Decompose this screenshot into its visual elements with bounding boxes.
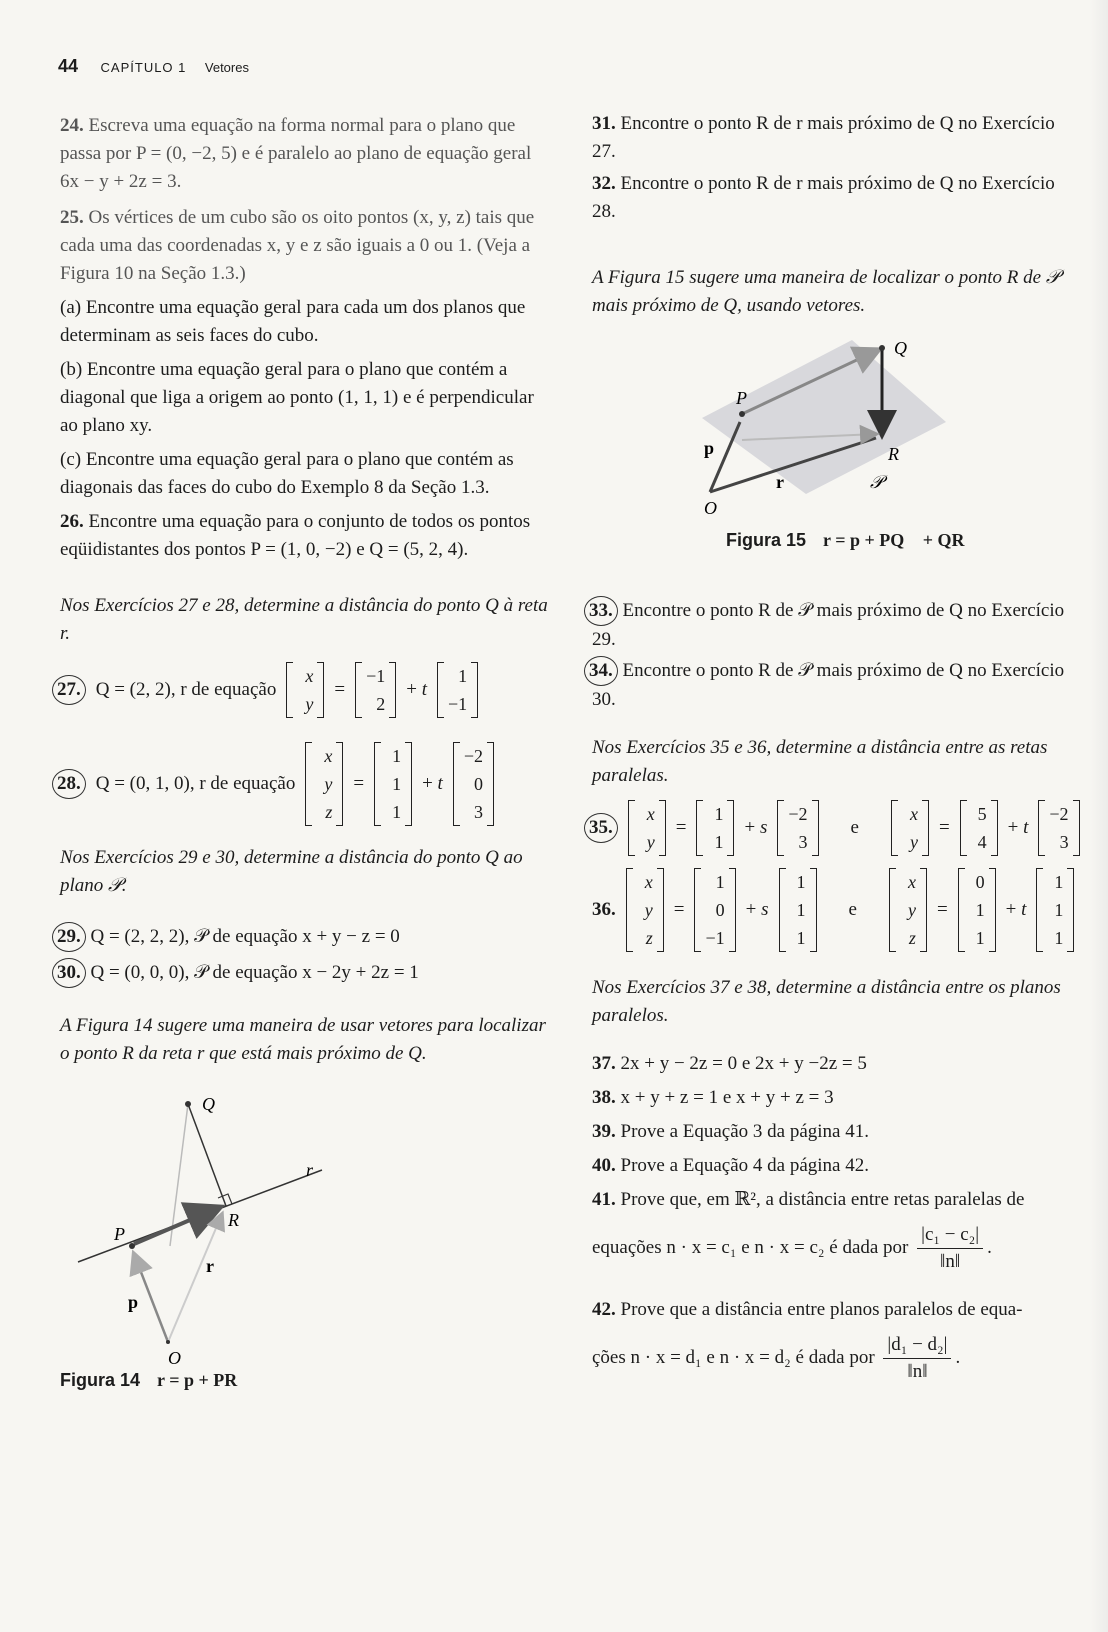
exercise-text: Encontre o ponto R de r mais próximo de Q no Exercício 28. <box>592 173 1055 222</box>
exercise-36: 36. x y z = 1 0 −1 + s 1 1 1 e x y z = 0 1 1 + t 1 1 1 <box>592 868 1074 952</box>
exercise-text: Prove a Equação 3 da página 41. <box>620 1121 869 1142</box>
exercise-41: 41. Prove que, em ℝ², a distância entre retas paralelas de equações n · x = c₁ e n · x = c₂ é dada por $\frac{\text{|c₁ − c₂|}}{‖n‖}$ . <box>592 1186 1088 1275</box>
exercise-26 <box>60 508 538 564</box>
label-P: P <box>736 388 747 408</box>
figure-15-caption <box>726 530 979 551</box>
exercise-30 <box>57 958 419 988</box>
exercise-text: Prove que, em ℝ², a distância entre retas paralelas de <box>620 1189 1025 1210</box>
label-plane: 𝒫 <box>870 472 883 492</box>
exercise-text-line2: ções n · x = d₁ e n · x = d₂ é dada por <box>592 1346 875 1368</box>
vector-xy: x y <box>286 662 324 718</box>
section-label: Vetores <box>204 60 249 75</box>
exercise-number: 36. <box>592 899 616 920</box>
exercise-text: Q = (0, 1, 0), r de equação <box>95 773 296 794</box>
exercise-text: Q = (2, 2), r de equação <box>95 679 277 700</box>
running-header <box>58 56 249 77</box>
vector-PR <box>134 1208 218 1244</box>
intro-exercises-27-28: Nos Exercícios 27 e 28, determine a distância do ponto Q à reta r. <box>60 595 548 644</box>
vector-point: 1 1 1 <box>374 742 412 826</box>
exercise-text: Encontre o ponto R de 𝒫 mais próximo de Q no Exercício 29. <box>592 600 1065 650</box>
exercise-number: 39. <box>592 1121 616 1142</box>
exercise-number: 42. <box>592 1299 616 1320</box>
caption-label: Figura 14 <box>60 1370 141 1390</box>
figure-15-diagram <box>702 330 992 520</box>
segment-QR <box>188 1104 226 1206</box>
exercise-number: 37. <box>592 1053 616 1074</box>
exercise-text: Encontre uma equação para o conjunto de todos os pontos eqüidistantes dos pontos P = (1, 0, −2) e Q = (5, 2, 4). <box>60 511 531 560</box>
exercise-32 <box>592 170 1082 226</box>
exercise-34 <box>589 656 1084 714</box>
exercise-text: Escreva uma equação na forma normal para o plano que passa por P = (0, −2, 5) e é paralelo ao plano de equação geral 6x − y + 2z = 3. <box>60 115 532 192</box>
exercise-27: 27. Q = (2, 2), r de equação x y = −1 2 + t 1 −1 <box>60 662 478 718</box>
exercise-number: 30. <box>52 958 86 988</box>
fraction: $\frac{\text{|d₁ − d₂|}}{‖n‖}$ <box>883 1332 951 1385</box>
intro-figure-14: A Figura 14 sugere uma maneira de usar vetores para localizar o ponto R da reta r que está mais próximo de Q. <box>60 1015 546 1064</box>
caption-equation: r = p + PQ⃗ + QR⃗ <box>823 530 979 550</box>
exercise-35: 35. x y = 1 1 + s −2 3 e x y = 5 4 + t −2 3 <box>592 800 1080 856</box>
point-Q <box>185 1101 191 1107</box>
exercise-number: 25. <box>60 207 84 228</box>
exercise-number: 33. <box>584 596 618 626</box>
exercise-text: Q = (0, 0, 0), 𝒫 de equação x − 2y + 2z = 1 <box>90 962 419 983</box>
figure-14-diagram <box>60 1086 400 1396</box>
exercise-text-line2: equações n · x = c₁ e n · x = c₂ é dada por <box>592 1236 909 1258</box>
vector-r <box>168 1214 222 1342</box>
exercise-number: 34. <box>584 656 618 686</box>
exercise-42: 42. Prove que a distância entre planos paralelos de equa- ções n · x = d₁ e n · x = d₂ é dada por $\frac{\text{|d₁ − d₂|}}{‖n‖}$ . <box>592 1296 1088 1385</box>
exercise-number: 24. <box>60 115 84 136</box>
page-edge <box>1090 0 1108 1632</box>
vector-xyz: x y z <box>305 742 343 826</box>
exercise-29 <box>57 922 400 952</box>
label-R: R <box>228 1210 239 1230</box>
label-Q: Q <box>202 1094 215 1114</box>
exercise-25b: (b) Encontre uma equação geral para o plano que contém a diagonal que liga a origem ao ponto (1, 1, 1) e é perpendicular ao plano xy. <box>60 359 534 436</box>
label-vector-p: p <box>704 438 715 458</box>
label-vector-p: p <box>128 1292 139 1312</box>
exercise-number: 31. <box>592 113 616 134</box>
exercise-25c: (c) Encontre uma equação geral para o plano que contém as diagonais das faces do cubo do Exemplo 8 da Seção 1.3. <box>60 449 514 498</box>
exercise-33 <box>589 596 1084 654</box>
exercise-25a: (a) Encontre uma equação geral para cada um dos planos que determinam as seis faces do cubo. <box>60 297 526 346</box>
exercise-text: Prove que a distância entre planos paralelos de equa- <box>620 1299 1023 1320</box>
caption-label: Figura 15 <box>726 530 807 550</box>
point-Q <box>879 345 885 351</box>
exercise-text: Encontre o ponto R de r mais próximo de Q no Exercício 27. <box>592 113 1055 162</box>
exercise-31 <box>592 110 1082 166</box>
vector-point: −1 2 <box>355 662 396 718</box>
exercise-number: 38. <box>592 1087 616 1108</box>
exercise-number: 32. <box>592 173 616 194</box>
label-line-r: r <box>306 1160 314 1180</box>
intro-exercises-35-36: Nos Exercícios 35 e 36, determine a distância entre as retas paralelas. <box>592 737 1048 786</box>
exercise-number: 40. <box>592 1155 616 1176</box>
exercise-text: Encontre o ponto R de 𝒫 mais próximo de Q no Exercício 30. <box>592 660 1065 710</box>
intro-exercises-29-30: Nos Exercícios 29 e 30, determine a distância do ponto Q ao plano 𝒫. <box>60 847 523 896</box>
caption-equation: r = p + PR⃗ <box>157 1370 252 1390</box>
intro-exercises-37-38: Nos Exercícios 37 e 38, determine a distância entre os planos paralelos. <box>592 977 1061 1026</box>
exercise-25 <box>60 204 538 288</box>
point-P <box>129 1243 135 1249</box>
exercise-number: 28. <box>52 769 86 799</box>
figure-14-caption <box>60 1370 251 1391</box>
exercise-38 <box>592 1084 834 1112</box>
label-Q: Q <box>894 338 907 358</box>
vector-p <box>134 1254 168 1342</box>
exercise-37 <box>592 1050 867 1078</box>
intro-figure-15: A Figura 15 sugere uma maneira de localizar o ponto R de 𝒫 mais próximo de Q, usando vetores. <box>592 267 1060 316</box>
chapter-label: CAPÍTULO 1 <box>100 60 187 75</box>
label-O: O <box>704 498 717 518</box>
exercise-number: 35. <box>584 813 618 843</box>
exercise-24 <box>60 112 538 196</box>
exercise-28: 28. Q = (0, 1, 0), r de equação x y z = 1 1 1 + t −2 0 3 <box>60 742 494 826</box>
exercise-number: 26. <box>60 511 84 532</box>
label-R: R <box>888 444 899 464</box>
point-P <box>739 411 745 417</box>
vector-direction: −2 0 3 <box>453 742 494 826</box>
label-vector-r: r <box>206 1256 214 1276</box>
fraction: $\frac{\text{|c₁ − c₂|}}{‖n‖}$ <box>917 1222 983 1275</box>
label-O: O <box>168 1348 181 1368</box>
exercise-text: Q = (2, 2, 2), 𝒫 de equação x + y − z = 0 <box>90 926 400 947</box>
exercise-text: x + y + z = 1 e x + y + z = 3 <box>620 1087 834 1108</box>
point-O <box>166 1340 170 1344</box>
exercise-text: 2x + y − 2z = 0 e 2x + y −2z = 5 <box>620 1053 867 1074</box>
exercise-number: 27. <box>52 675 86 705</box>
label-vector-r: r <box>776 472 784 492</box>
vector-direction: 1 −1 <box>437 662 478 718</box>
label-P: P <box>114 1224 125 1244</box>
page-number: 44 <box>58 56 79 76</box>
exercise-text: Prove a Equação 4 da página 42. <box>620 1155 869 1176</box>
plane-P <box>702 340 946 494</box>
exercise-40 <box>592 1152 869 1180</box>
exercise-number: 41. <box>592 1189 616 1210</box>
exercise-number: 29. <box>52 922 86 952</box>
exercise-text: Os vértices de um cubo são os oito pontos (x, y, z) tais que cada uma das coordenadas x, y e z são iguais a 0 ou 1. (Veja a Figura 10 na Seção 1.3.) <box>60 207 535 284</box>
exercise-39 <box>592 1118 869 1146</box>
